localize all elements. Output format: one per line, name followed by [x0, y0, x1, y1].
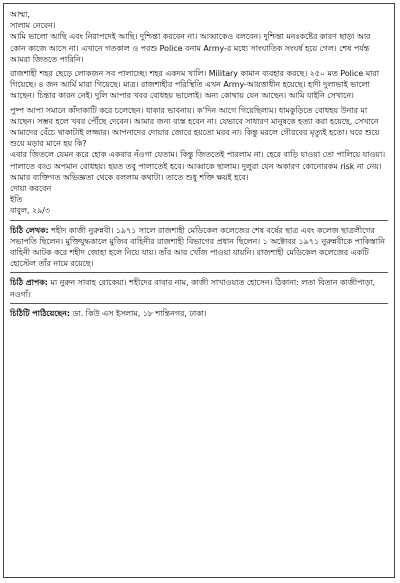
recipient-info	[10, 277, 388, 299]
letter-paragraph-2: রাজশাহী শহর ছেড়ে লোকজন সব পালাচ্ছে। শহর একদম খালি। Military কামান ব্যবহার করছে। ২৫০ মত Police মারা গিয়েছে। ৪ জন আর্মি মারা গিয়েছে। মাত্র। রাজশাহীর পরিস্থিতি এখন Army-আয়ত্তাধীন হয়েছে। হাদী দুলাভাই ভালো আছেন। চিন্তার কারন নেই। দুলি আপার খবর বোধহয় ভালোই। অন্য কোথায় যেন আছেন। আমি যাইনি সেখানে।	[10, 69, 380, 101]
letter-greeting: আম্মা,	[10, 10, 30, 19]
writer-label: চিঠি লেখক:	[10, 225, 49, 235]
recipient-label: চিঠি প্রাপক:	[10, 278, 48, 288]
section-divider	[10, 272, 388, 273]
letter-iti: ইতি	[10, 195, 23, 205]
letter-paragraph-4: এবার জিতলে যেমন করে হোক একবার নঁওগা যেতাম। কিন্তু জিততেই পারলাম না। হেরে বাড়ি যাওয়া তো পালিয়ে যাওয়া। পালাতে বড্ড অপমান বোধহয়। হয়ত তবু পালাতেই হবে। আব্বাকে ছালাম। দুলুরা যেন অকারণ কোনোরকম risk না নেয়। আমার ব্যক্তিগত অভিজ্ঞতা থেকে বললাম কথাটা। তাতে শুধু শক্তি ক্ষয়ই হবে।	[10, 150, 386, 182]
letter-salutation: সালাম নেবেন।	[10, 21, 56, 31]
sender-info	[10, 308, 388, 319]
letter-page	[3, 3, 395, 578]
sender-text: ডা. কিউ এস ইসলাম, ১৮ শান্তিনগর, ঢাকা।	[70, 308, 207, 318]
writer-info	[10, 225, 388, 270]
recipient-text: মা নুরুন সাবাহ রোকেয়া। শহীদের বাবার নাম, কাজী সাখাওয়াত হোসেন। ঠিকানা: লতা বিতান কাজীপাড়া, নওগাঁ।	[10, 278, 376, 299]
letter-paragraph-1: আমি ভালো আছি এবং নিরাপদেই আছি। দুশ্চিন্তা করবেন না। আব্বাকেও বলবেন। দুশ্চিন্তা মনঃকষ্টের কারণ ছাড়া আর কোন কাজে আসে না। এখানে গতকাল ও পরশু Police বনাম Army-র মধ্যে সাংঘাতিক সংঘর্ষ হয়ে গেল। শেষ পর্যন্ত আমরা জিততে পারিনি।	[10, 32, 371, 64]
letter-paragraph-3: পুষ্প আপা সমানে কাঁদাকাটি করে চলেছেন। ধাকার ভাবনায়। ক’দিন আগে গিয়েছিলাম। ধামকুড়িতে বোধহয় উনার মা আছেন। সম্ভব হলে খবর পৌঁছে দেবেন। আমার জন্য ব্যস্ত হবেন না। যেভাবে সাধারণ মানুষকে হত্যা করা হয়েছে, সেখানে আমাদের বেঁচে থাকাটাই লজ্জার। আপনাদের দোয়ার জোরে হয়তো মরব না। কিন্তু মরলে গৌরবের মৃত্যুই হতো। ঘরে শুয়ে শুয়ে মড়ার মানে হয় কি?	[10, 105, 380, 149]
section-divider	[10, 220, 388, 221]
sender-label: চিঠিটি পাঠিয়েছেন:	[10, 308, 71, 318]
writer-text: শহীদ কাজী নুরুন্নবী। ১৯৭১ সালে রাজশাহী মেডিকেল কলেজের শেষ বর্ষের ছাত্র এবং কলেজ ছাত্রলীগের সভাপতি ছিলেন। মুক্তিযুদ্ধকালে মুজিব বাহিনীর রাজশাহী বিভাগের প্রধান ছিলেন। ১ অক্টোবর ১৯৭১ নুরুন্নবীকে পাকিস্তানি বাহিনী আটক করে শহীদ জোহা হলে নিয়ে যায়। তাঁর আর খোঁজ পাওয়া যায়নি। রাজশাহী মেডিকেল কলেজের একটি হোস্টেল তাঁর নামে রয়েছে।	[10, 225, 385, 269]
letter-signature: বাবুল, ২৯/৩	[10, 206, 51, 216]
letter-closing: দোয়া করবেন	[10, 184, 52, 194]
section-divider	[10, 303, 388, 304]
